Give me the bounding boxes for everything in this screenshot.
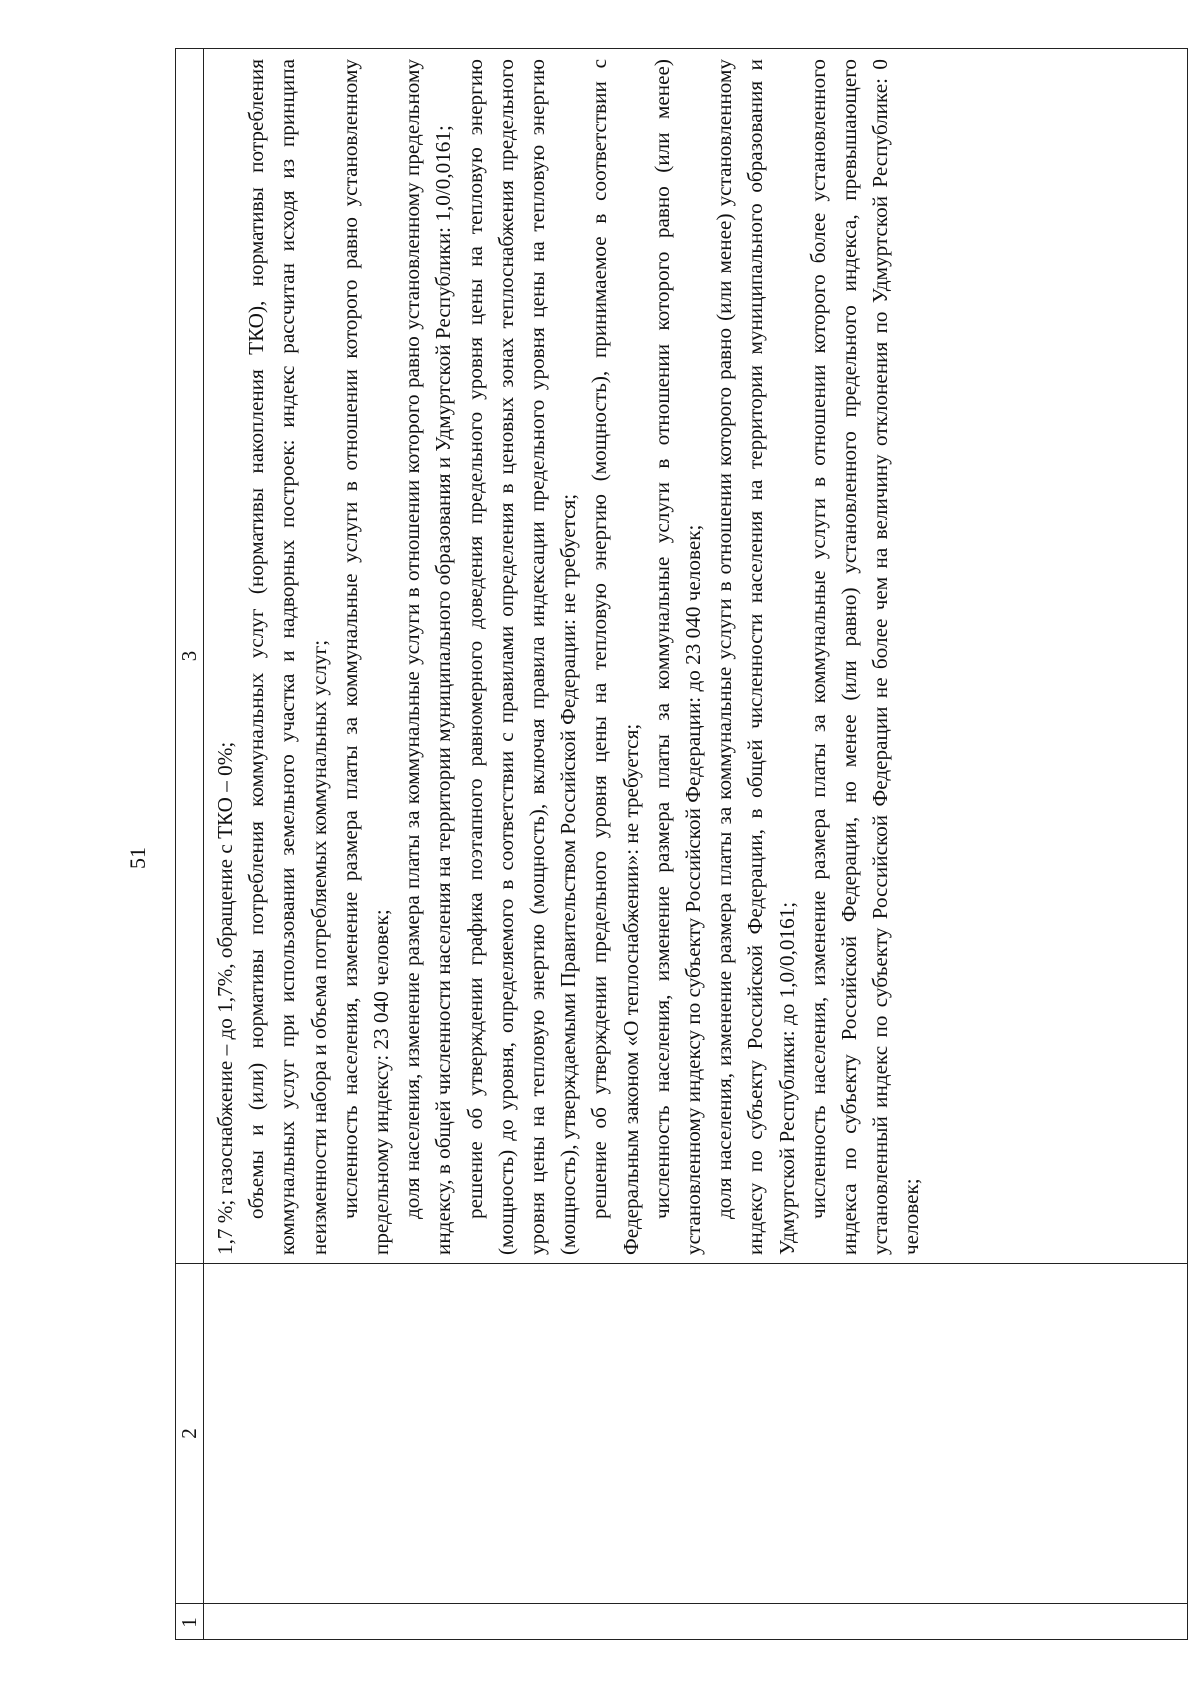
- paragraph: решение об утверждении графика поэтапного равномерного доведения предельного уровня цены на тепловую энергию (мощность) до уровня, определяемого в соответствии с правилами определения в ценовых зонах теплоснабжения предельного уровня цены на тепловую энергию (мощность), включая правила индексации предельного уровня цены на тепловую энергию (мощность), утверждаемыми Правительством Российской Федерации: не требуется;: [462, 59, 581, 1255]
- rotated-table-content: [176, 49, 1188, 1640]
- paragraph: объемы и (или) нормативы потребления коммунальных услуг (нормативы накопления ТКО), нормативы потребления коммунальных услуг при использовании земельного участка и надворных построек: индекс рассчитан исходя из принципа неизменности набора и объема потребляемых коммунальных услуг;: [244, 59, 331, 1255]
- paragraph: решение об утверждении предельного уровня цены на тепловую энергию (мощность), принимаемое в соответствии с Федеральным законом «О теплоснабжении»: не требуется;: [587, 59, 643, 1255]
- cell-col-2: [204, 1263, 1188, 1603]
- paragraph: доля населения, изменение размера платы за коммунальные услуги в отношении которого равно (или менее) установленному индексу по субъекту Российской Федерации, в общей численности населения на территории муниципального образования и Удмуртской Республики: до 1,0/0,0161;: [712, 59, 799, 1255]
- paragraph: численность населения, изменение размера платы за коммунальные услуги в отношении которого равно установленному предельному индексу: 23 040 человек;: [337, 59, 394, 1255]
- cell-col-3: [204, 49, 1188, 1263]
- cell-col-1: [204, 1603, 1188, 1640]
- document-table: [175, 48, 1188, 1640]
- paragraph: 1,7 %; газоснабжение – до 1,7%, обращение с ТКО – 0%;: [213, 741, 237, 1255]
- column-header-1: 1: [176, 1603, 204, 1640]
- page-number: 51: [125, 847, 150, 869]
- column-header-2: 2: [176, 1263, 204, 1603]
- column-header-3: 3: [176, 49, 204, 1263]
- paragraph: численность населения, изменение размера платы за коммунальные услуги в отношении которого равно (или менее) установленному индексу по субъекту Российской Федерации: до 23 040 человек;: [649, 59, 706, 1255]
- paragraph: доля населения, изменение размера платы за коммунальные услуги в отношении которого равно установленному предельному индексу, в общей численности населения на территории муниципального образования и Удмуртской Республики: 1,0/0,0161;: [400, 59, 456, 1255]
- paragraph: численность населения, изменение размера платы за коммунальные услуги в отношении которого более установленного индекса по субъекту Российской Федерации, но менее (или равно) установленного предельного индекса, превышающего установленный индекс по субъекту Российской Федерации не более чем на величину отклонения по Удмуртской Республике: 0 человек;: [805, 59, 924, 1255]
